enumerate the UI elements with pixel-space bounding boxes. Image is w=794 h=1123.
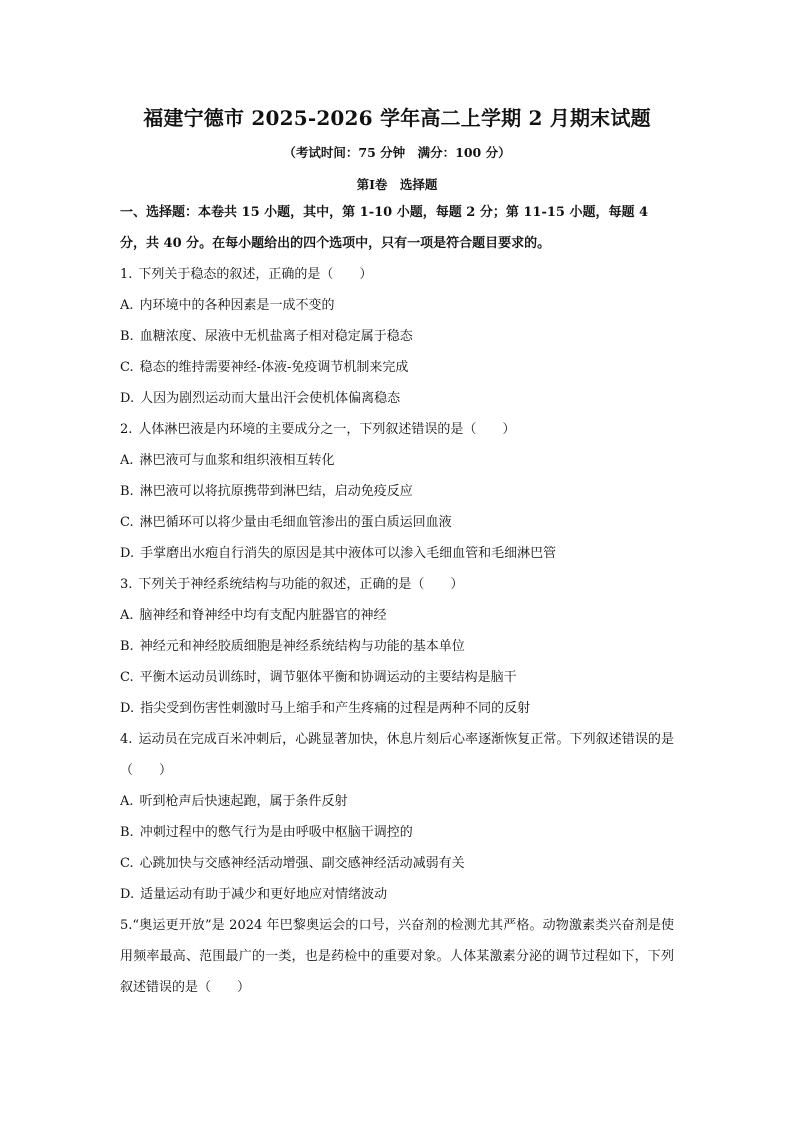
option-a — [120, 445, 674, 476]
option-text: 指尖受到伤害性刺激时马上缩手和产生疼痛的过程是两种不同的反射 — [140, 701, 531, 716]
option-letter: D. — [120, 701, 135, 716]
option-letter: A. — [120, 608, 134, 623]
question-number: 1. — [120, 267, 133, 282]
option-d — [120, 538, 674, 569]
option-letter: A. — [120, 453, 134, 468]
option-c — [120, 662, 674, 693]
option-text: 神经元和神经胶质细胞是神经系统结构与功能的基本单位 — [139, 639, 465, 654]
option-text: 心跳加快与交感神经活动增强、副交感神经活动减弱有关 — [139, 856, 465, 871]
option-text: 适量运动有助于减少和更好地应对情绪波动 — [140, 887, 388, 902]
option-letter: D. — [120, 391, 135, 406]
option-a — [120, 600, 674, 631]
section-instructions: 一、选择题：本卷共 15 小题，其中，第 1-10 小题，每题 2 分；第 11-15 小题，每题 4 分，共 40 分。在每小题给出的四个选项中，只有一项是符合题目要求的。 — [120, 205, 649, 251]
question-5 — [120, 910, 674, 1003]
option-letter: D. — [120, 887, 135, 902]
option-c — [120, 507, 674, 538]
option-letter: B. — [120, 639, 134, 654]
option-text: 血糖浓度、尿液中无机盐离子相对稳定属于稳态 — [139, 329, 413, 344]
question-stem — [120, 724, 674, 786]
option-letter: C. — [120, 360, 134, 375]
question-number: 3. — [120, 577, 133, 592]
option-b — [120, 631, 674, 662]
option-text: 冲刺过程中的憋气行为是由呼吸中枢脑干调控的 — [139, 825, 413, 840]
option-b — [120, 817, 674, 848]
option-d — [120, 383, 674, 414]
option-text: 手掌磨出水疱自行消失的原因是其中液体可以渗入毛细血管和毛细淋巴管 — [140, 546, 557, 561]
option-text: 内环境中的各种因素是一成不变的 — [139, 298, 335, 313]
option-text: 稳态的维持需要神经-体液-免疫调节机制来完成 — [139, 360, 409, 375]
option-text: 脑神经和脊神经中均有支配内脏器官的神经 — [139, 608, 387, 623]
option-text: 淋巴液可与血浆和组织液相互转化 — [139, 453, 335, 468]
option-text: 淋巴循环可以将少量由毛细血管渗出的蛋白质运回血液 — [139, 515, 452, 530]
exam-title: 福建宁德市 2025-2026 学年高二上学期 2 月期末试题 — [143, 106, 651, 130]
option-a — [120, 290, 674, 321]
option-letter: C. — [120, 856, 134, 871]
question-2 — [120, 414, 674, 569]
option-letter: B. — [120, 484, 134, 499]
option-letter: A. — [120, 794, 134, 809]
question-text: 下列关于稳态的叙述，正确的是（ ） — [138, 267, 373, 282]
question-text: 运动员在完成百米冲刺后，心跳显著加快，休息片刻后心率逐渐恢复正常。下列叙述错误的是（ ） — [120, 732, 674, 778]
question-stem — [120, 910, 674, 1003]
option-letter: B. — [120, 329, 134, 344]
option-a — [120, 786, 674, 817]
question-number: 2. — [120, 422, 133, 437]
question-number: 4. — [120, 732, 133, 747]
question-text: 人体淋巴液是内环境的主要成分之一，下列叙述错误的是（ ） — [138, 422, 516, 437]
option-letter: D. — [120, 546, 135, 561]
option-text: 听到枪声后快速起跑，属于条件反射 — [139, 794, 348, 809]
question-stem — [120, 259, 674, 290]
option-d — [120, 879, 674, 910]
question-4 — [120, 724, 674, 910]
option-text: 人因为剧烈运动而大量出汗会使机体偏离稳态 — [140, 391, 401, 406]
question-1 — [120, 259, 674, 414]
option-letter: C. — [120, 670, 134, 685]
option-d — [120, 693, 674, 724]
option-b — [120, 476, 674, 507]
option-b — [120, 321, 674, 352]
question-stem — [120, 414, 674, 445]
exam-info: （考试时间：75 分钟 满分：100 分） — [283, 145, 511, 160]
option-text: 淋巴液可以将抗原携带到淋巴结，启动免疫反应 — [139, 484, 413, 499]
option-text: 平衡木运动员训练时，调节躯体平衡和协调运动的主要结构是脑干 — [139, 670, 517, 685]
option-letter: C. — [120, 515, 134, 530]
question-text: “奥运更开放”是 2024 年巴黎奥运会的口号，兴奋剂的检测尤其严格。动物激素类兴奋剂是使用频率最高、范围最广的一类，也是药检中的重要对象。人体某激素分泌的调节过程如下，下列叙述错误的是（ ） — [120, 918, 674, 995]
question-text: 下列关于神经系统结构与功能的叙述，正确的是（ ） — [138, 577, 464, 592]
question-number: 5. — [120, 918, 133, 933]
question-stem — [120, 569, 674, 600]
option-c — [120, 848, 674, 879]
question-3 — [120, 569, 674, 724]
option-letter: A. — [120, 298, 134, 313]
option-c — [120, 352, 674, 383]
option-letter: B. — [120, 825, 134, 840]
section-heading: 第Ⅰ卷 选择题 — [356, 177, 438, 192]
